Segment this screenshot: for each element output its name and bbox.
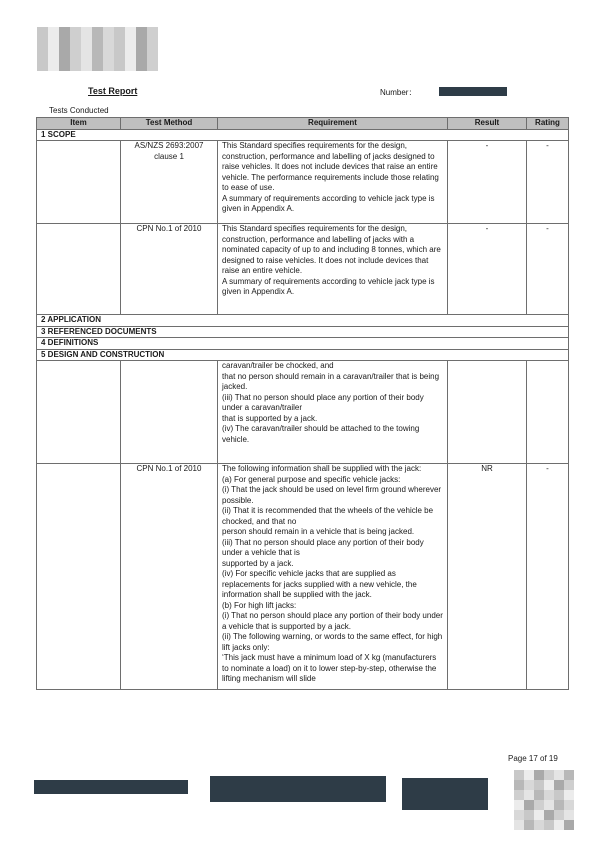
redaction-pixel — [514, 820, 524, 830]
redaction-pixel — [554, 790, 564, 800]
redaction-pixel — [48, 27, 59, 38]
section-row-referenced-documents — [37, 326, 569, 338]
redaction-pixel — [59, 38, 70, 49]
section-title: 5 DESIGN AND CONSTRUCTION — [37, 349, 569, 361]
redaction-pixel — [534, 790, 544, 800]
column-header-rating: Rating — [527, 118, 569, 130]
requirement-text: that is supported by a jack. — [222, 413, 318, 423]
section-title: 4 DEFINITIONS — [37, 338, 569, 350]
requirement-text: (a) For general purpose and specific vehicle jacks: — [222, 474, 401, 484]
requirement-cell — [218, 464, 448, 690]
section-title: 2 APPLICATION — [37, 315, 569, 327]
section-row-design — [37, 349, 569, 361]
redaction-pixel — [81, 49, 92, 60]
redaction-pixel — [564, 780, 574, 790]
redaction-pixel — [70, 27, 81, 38]
redaction-pixel — [524, 810, 534, 820]
redaction-pixel — [534, 810, 544, 820]
redaction-pixel — [92, 60, 103, 71]
redaction-pixel — [37, 60, 48, 71]
redaction-pixel — [564, 790, 574, 800]
footer-redacted-block — [34, 780, 188, 794]
redaction-pixel — [544, 770, 554, 780]
result-cell — [448, 361, 527, 464]
table-row — [37, 464, 569, 690]
column-header-test-method: Test Method — [121, 118, 218, 130]
report-title: Test Report — [88, 86, 138, 96]
section-title: 1 SCOPE — [37, 129, 569, 141]
redaction-pixel — [114, 38, 125, 49]
table-row — [37, 224, 569, 315]
redaction-pixel — [136, 27, 147, 38]
requirement-text: that no person should remain in a caravan/trailer that is being jacked. — [222, 371, 440, 391]
requirement-text: A summary of requirements according to vehicle jack type is given in Appendix A. — [222, 276, 435, 296]
result-cell: - — [448, 224, 527, 315]
requirement-text: (ii) The following warning, or words to the same effect, for high lift jacks only: — [222, 632, 443, 652]
redaction-pixel — [534, 770, 544, 780]
requirement-text: (iii) That no person should place any portion of their body under a vehicle that is — [222, 537, 424, 557]
redaction-pixel — [114, 60, 125, 71]
redaction-pixel — [544, 790, 554, 800]
requirement-text: (iv) For specific vehicle jacks that are supplied as replacements for jacks supplied with a new vehicle, the information shall be supplied with the jack. — [222, 569, 417, 599]
redaction-pixel — [92, 27, 103, 38]
page-number: Page 17 of 19 — [508, 754, 558, 763]
redaction-pixel — [136, 60, 147, 71]
redaction-pixel — [544, 820, 554, 830]
redaction-pixel — [81, 60, 92, 71]
redaction-pixel — [147, 38, 158, 49]
requirement-text: supported by a jack. — [222, 558, 294, 568]
requirement-text: ‘This jack must have a minimum load of X kg (manufacturers to nominate a load) on it to lower step-by-step, otherwise the lifting mechanism will slide — [222, 653, 437, 683]
redaction-pixel — [147, 49, 158, 60]
column-header-result: Result — [448, 118, 527, 130]
redaction-pixel — [554, 810, 564, 820]
section-row-application — [37, 315, 569, 327]
requirement-text: (ii) That it is recommended that the wheels of the vehicle be chocked, and that no — [222, 506, 434, 526]
redaction-pixel — [48, 49, 59, 60]
redaction-pixel — [544, 780, 554, 790]
redaction-pixel — [554, 780, 564, 790]
column-header-item: Item — [37, 118, 121, 130]
redaction-pixel — [103, 38, 114, 49]
item-cell — [37, 464, 121, 690]
requirement-text: (iv) The caravan/trailer should be attached to the towing vehicle. — [222, 424, 420, 444]
redaction-pixel — [147, 60, 158, 71]
section-title: 3 REFERENCED DOCUMENTS — [37, 326, 569, 338]
redaction-pixel — [81, 38, 92, 49]
requirement-text: A summary of requirements according to vehicle jack type is given in Appendix A. — [222, 193, 435, 213]
rating-cell: - — [527, 141, 569, 224]
redaction-pixel — [554, 820, 564, 830]
redaction-pixel — [92, 38, 103, 49]
redaction-pixel — [37, 38, 48, 49]
redaction-pixel — [103, 49, 114, 60]
requirement-text: This Standard specifies requirements for the design, construction, performance and labelling of jacks with a nominated capacity of up to and including 8 tonnes, which are designed to raise vehicles. It does not include devices that raise an entire vehicle. — [222, 224, 441, 275]
redaction-pixel — [92, 49, 103, 60]
redaction-pixel — [524, 780, 534, 790]
redaction-pixel — [103, 60, 114, 71]
rating-cell: - — [527, 224, 569, 315]
requirement-text: (iii) That no person should place any portion of their body under a caravan/trailer — [222, 392, 424, 412]
redaction-pixel — [514, 770, 524, 780]
test-method-cell: CPN No.1 of 2010 — [121, 224, 218, 315]
footer-redacted-block — [402, 778, 488, 810]
requirement-text: (i) That the jack should be used on level firm ground wherever possible. — [222, 485, 442, 505]
redaction-pixel — [103, 27, 114, 38]
redaction-pixel — [48, 38, 59, 49]
requirement-text: (b) For high lift jacks: — [222, 600, 297, 610]
redaction-pixel — [81, 27, 92, 38]
column-header-requirement: Requirement — [218, 118, 448, 130]
redaction-pixel — [554, 770, 564, 780]
redaction-pixel — [147, 27, 158, 38]
redaction-pixel — [524, 820, 534, 830]
table-row — [37, 361, 569, 464]
redaction-pixel — [514, 790, 524, 800]
redaction-pixel — [514, 800, 524, 810]
report-number-redacted — [439, 87, 507, 96]
result-cell: - — [448, 141, 527, 224]
redaction-pixel — [70, 38, 81, 49]
table-caption: Tests Conducted — [49, 106, 109, 115]
test-method-cell: AS/NZS 2693:2007 clause 1 — [121, 141, 218, 224]
requirement-text: The following information shall be supplied with the jack: — [222, 464, 422, 473]
redaction-pixel — [534, 820, 544, 830]
redaction-pixel — [70, 60, 81, 71]
redaction-pixel — [136, 38, 147, 49]
redaction-pixel — [59, 27, 70, 38]
redaction-pixel — [37, 27, 48, 38]
requirement-text: This Standard specifies requirements for the design, construction, performance and labelling of jacks designed to raise vehicles. It does not include devices that raise an entire vehicle. The performance requirements include those relating to ease of use. — [222, 141, 439, 192]
redaction-pixel — [514, 780, 524, 790]
redaction-pixel — [524, 800, 534, 810]
requirement-cell — [218, 141, 448, 224]
item-cell — [37, 141, 121, 224]
redaction-pixel — [534, 800, 544, 810]
redaction-pixel — [564, 820, 574, 830]
redaction-pixel — [534, 780, 544, 790]
tests-table — [36, 117, 569, 690]
redaction-pixel — [544, 800, 554, 810]
requirement-text: person should remain in a vehicle that is being jacked. — [222, 527, 415, 536]
report-number-label: Number： — [380, 88, 417, 97]
redaction-pixel — [524, 770, 534, 780]
rating-cell — [527, 361, 569, 464]
redaction-pixel — [70, 49, 81, 60]
redaction-pixel — [564, 770, 574, 780]
test-method-cell — [121, 361, 218, 464]
redaction-pixel — [514, 810, 524, 820]
company-logo-redacted — [37, 27, 159, 69]
redaction-pixel — [59, 60, 70, 71]
result-cell: NR — [448, 464, 527, 690]
redaction-pixel — [554, 800, 564, 810]
qr-code-redacted — [514, 770, 576, 832]
footer-redacted-block — [210, 776, 386, 802]
redaction-pixel — [125, 60, 136, 71]
redaction-pixel — [114, 27, 125, 38]
requirement-text: (i) That no person should place any portion of their body under a vehicle that is supported by a jack. — [222, 611, 443, 631]
requirement-cell — [218, 361, 448, 464]
redaction-pixel — [564, 800, 574, 810]
redaction-pixel — [524, 790, 534, 800]
redaction-pixel — [564, 810, 574, 820]
table-row — [37, 141, 569, 224]
item-cell — [37, 361, 121, 464]
requirement-text: caravan/trailer be chocked, and — [222, 361, 334, 370]
redaction-pixel — [48, 60, 59, 71]
redaction-pixel — [37, 49, 48, 60]
redaction-pixel — [125, 49, 136, 60]
redaction-pixel — [136, 49, 147, 60]
table-header-row — [37, 118, 569, 130]
redaction-pixel — [114, 49, 125, 60]
section-row-scope — [37, 129, 569, 141]
item-cell — [37, 224, 121, 315]
test-method-cell: CPN No.1 of 2010 — [121, 464, 218, 690]
redaction-pixel — [59, 49, 70, 60]
section-row-definitions — [37, 338, 569, 350]
rating-cell: - — [527, 464, 569, 690]
redaction-pixel — [125, 27, 136, 38]
redaction-pixel — [544, 810, 554, 820]
redaction-pixel — [125, 38, 136, 49]
requirement-cell — [218, 224, 448, 315]
